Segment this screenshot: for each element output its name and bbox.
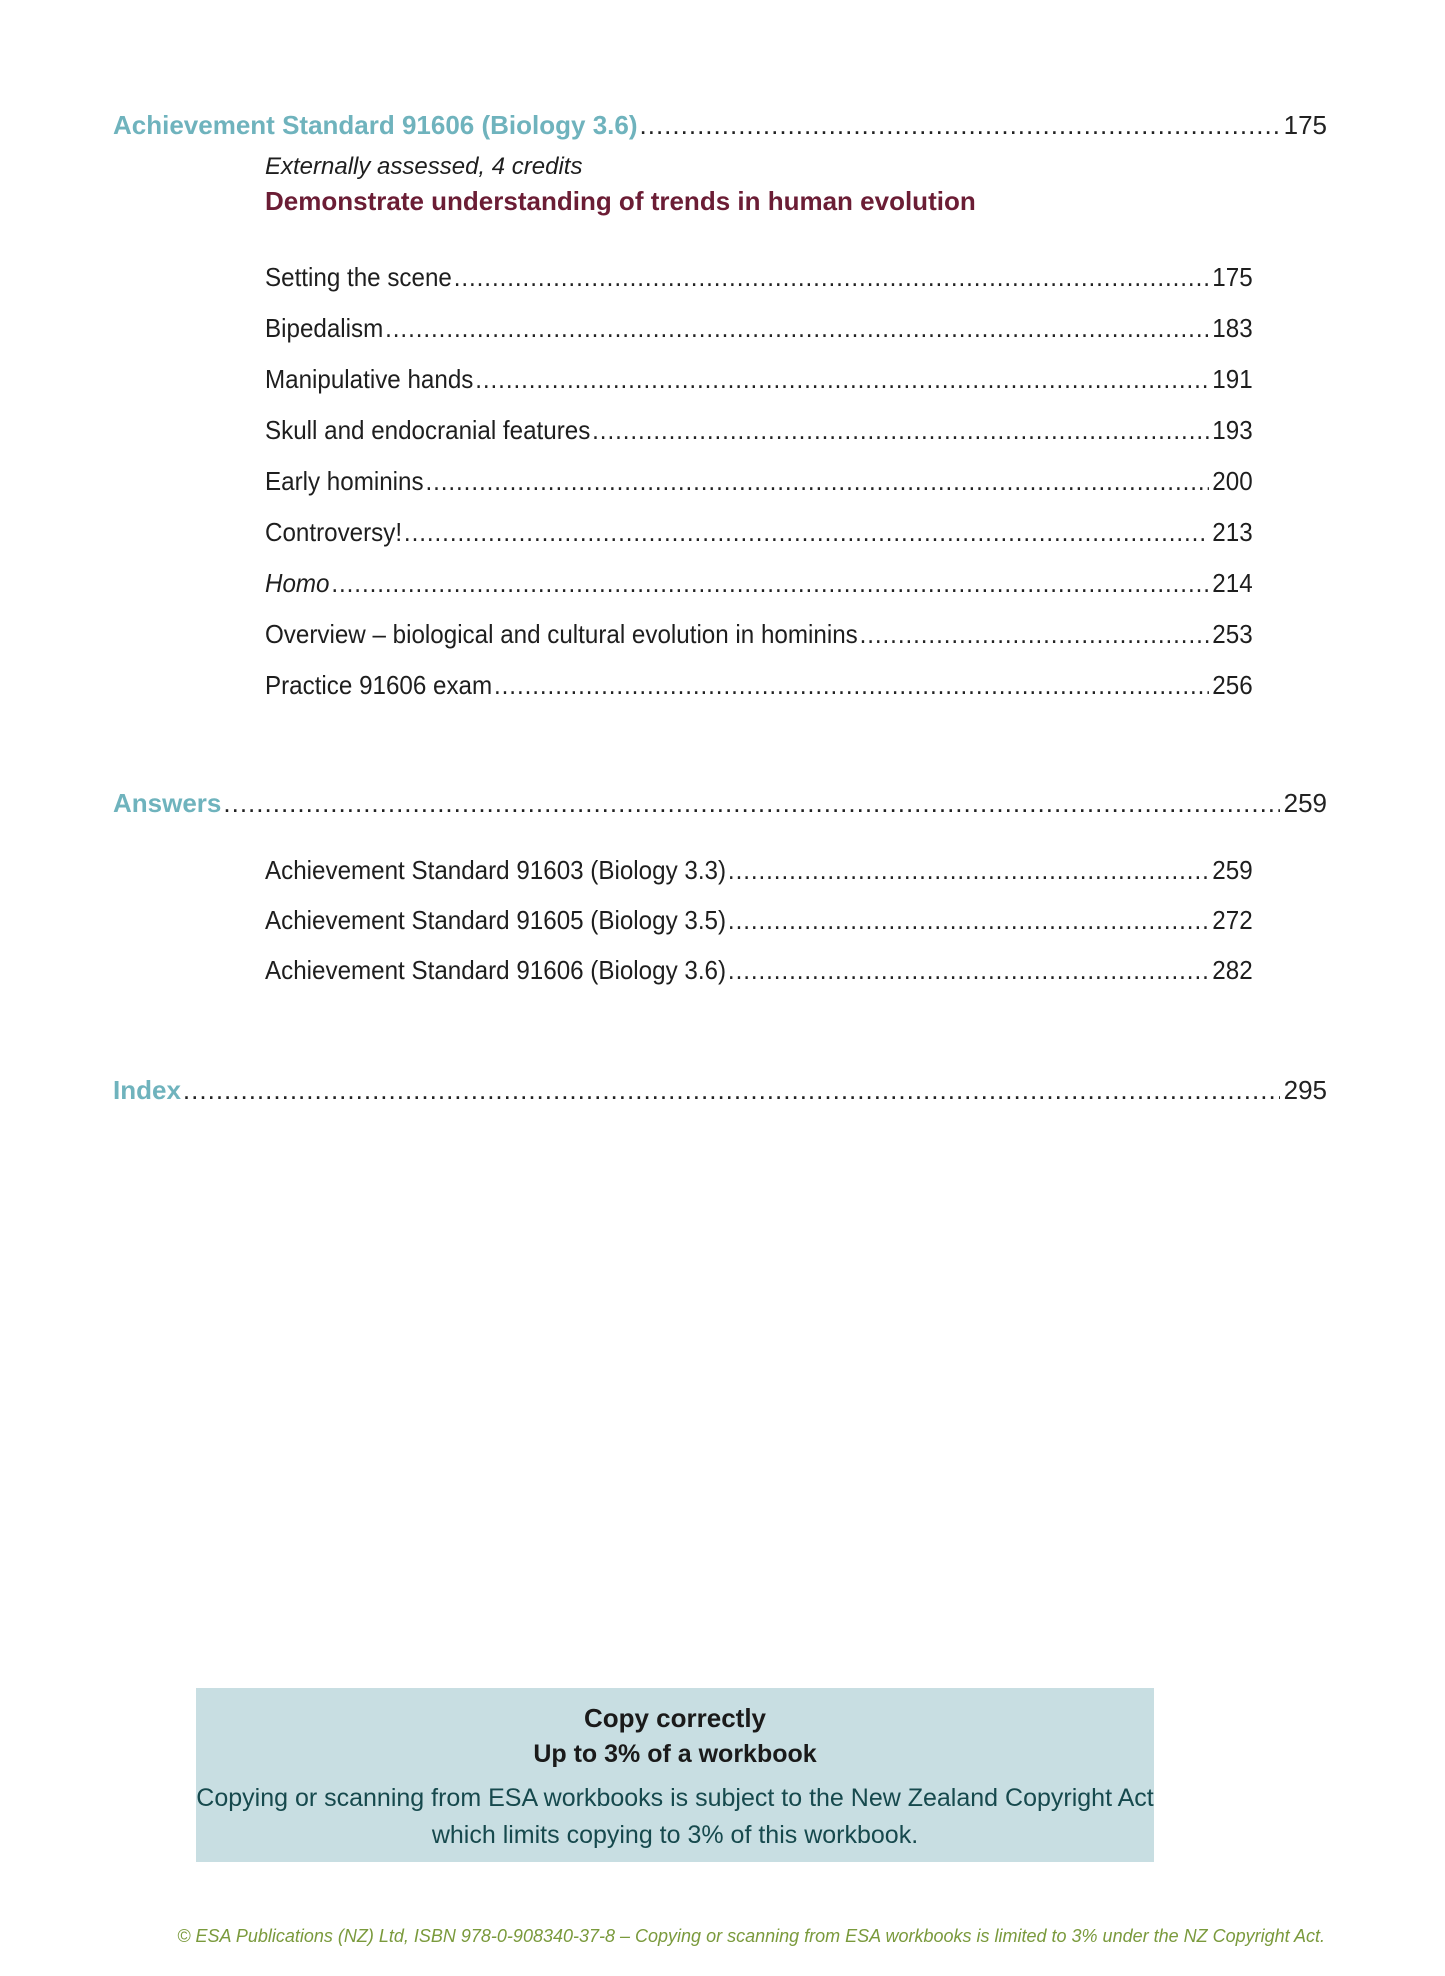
copy-notice-box: [196, 1688, 1154, 1862]
toc-page-number: 175: [1212, 262, 1253, 292]
assessment-note: Externally assessed, 4 credits: [265, 153, 583, 180]
toc-section-answers[interactable]: [113, 788, 1327, 819]
toc-page-number: 259: [1212, 855, 1253, 885]
toc-page-number: 282: [1212, 955, 1253, 985]
toc-item-label: Homo: [265, 568, 330, 598]
toc-item[interactable]: [265, 364, 1253, 395]
toc-page-number: 193: [1212, 415, 1253, 445]
toc-page-number: 253: [1212, 619, 1253, 649]
dot-leader: [404, 517, 1209, 548]
dot-leader: [385, 313, 1208, 344]
toc-page-number: 200: [1212, 466, 1253, 496]
toc-item-label: Bipedalism: [265, 313, 384, 343]
copy-notice-title: Copy correctly: [583, 1703, 767, 1733]
dot-leader: [728, 955, 1209, 986]
dot-leader: [860, 619, 1209, 650]
toc-page-number: 295: [1283, 1075, 1327, 1105]
dot-leader: [494, 670, 1209, 701]
dot-leader: [640, 110, 1280, 141]
toc-page-number: 183: [1212, 313, 1253, 343]
toc-page-number: 272: [1212, 905, 1253, 935]
toc-item[interactable]: [265, 466, 1253, 497]
toc-item[interactable]: [265, 313, 1253, 344]
dot-leader: [728, 905, 1209, 936]
toc-item-label: Setting the scene: [265, 262, 452, 292]
toc-page-number: 256: [1212, 670, 1253, 700]
copyright-footer: © ESA Publications (NZ) Ltd, ISBN 978-0-908340-37-8 – Copying or scanning from ESA workbooks is limited to 3% under the NZ Copyright Act.: [177, 1926, 1325, 1946]
toc-item[interactable]: [265, 905, 1253, 936]
dot-leader: [592, 415, 1208, 446]
toc-item-label: Practice 91606 exam: [265, 670, 493, 700]
toc-section-91606[interactable]: [113, 110, 1327, 141]
toc-item[interactable]: [265, 855, 1253, 886]
toc-section-title: Answers: [113, 788, 222, 818]
toc-page-number: 213: [1212, 517, 1253, 547]
toc-item-label: Overview – biological and cultural evolution in hominins: [265, 619, 858, 649]
toc-section-title: Achievement Standard 91606 (Biology 3.6): [113, 110, 638, 140]
toc-section-title: Index: [113, 1075, 181, 1105]
topic-heading: Demonstrate understanding of trends in human evolution: [265, 186, 976, 216]
copy-notice-line: Copying or scanning from ESA workbooks is subject to the New Zealand Copyright Act: [196, 1784, 1154, 1812]
toc-item-label: Achievement Standard 91603 (Biology 3.3): [265, 855, 727, 885]
dot-leader: [425, 466, 1208, 497]
toc-page-number: 175: [1283, 110, 1327, 140]
toc-item-label: Early hominins: [265, 466, 424, 496]
toc-item-label: Manipulative hands: [265, 364, 474, 394]
toc-item[interactable]: [265, 670, 1253, 701]
dot-leader: [183, 1075, 1280, 1106]
dot-leader: [728, 855, 1209, 886]
toc-item[interactable]: [265, 415, 1253, 446]
toc-page-number: 259: [1283, 788, 1327, 818]
dot-leader: [475, 364, 1208, 395]
toc-item-label: Skull and endocranial features: [265, 415, 591, 445]
toc-item[interactable]: [265, 955, 1253, 986]
toc-page-number: 191: [1212, 364, 1253, 394]
toc-item[interactable]: [265, 262, 1253, 293]
dot-leader: [223, 788, 1279, 819]
toc-item[interactable]: [265, 517, 1253, 548]
copy-notice-text: [196, 1780, 1154, 1854]
toc-item-label: Achievement Standard 91606 (Biology 3.6): [265, 955, 727, 985]
dot-leader: [454, 262, 1209, 293]
toc-section-index[interactable]: [113, 1075, 1327, 1106]
toc-item-label: Controversy!: [265, 517, 403, 547]
dot-leader: [331, 568, 1208, 599]
copy-notice-subtitle: Up to 3% of a workbook: [533, 1740, 817, 1768]
toc-item-label: Achievement Standard 91605 (Biology 3.5): [265, 905, 727, 935]
toc-item[interactable]: [265, 619, 1253, 650]
toc-item[interactable]: [265, 568, 1253, 599]
toc-page-number: 214: [1212, 568, 1253, 598]
copy-notice-line: which limits copying to 3% of this workbook.: [431, 1821, 919, 1849]
